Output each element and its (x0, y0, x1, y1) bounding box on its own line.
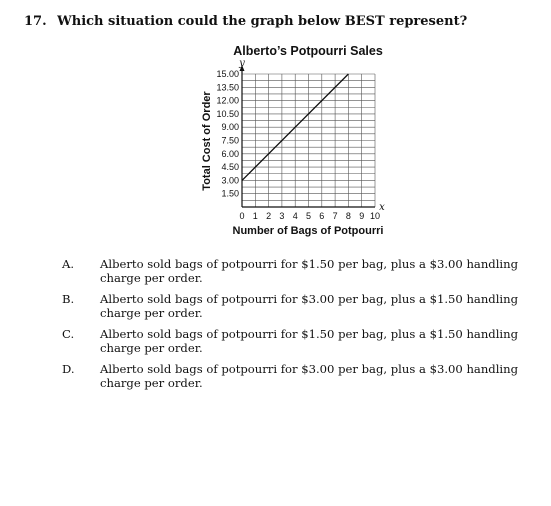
choice-text: Alberto sold bags of potpourri for $1.50 per bag, plus a $3.00 handling charge per order. (100, 257, 519, 285)
choice-text: Alberto sold bags of potpourri for $3.00 per bag, plus a $1.50 handling charge per order. (100, 292, 519, 320)
x-tick-label: 6 (319, 211, 325, 221)
choice-letter: C. (62, 327, 75, 341)
question-text: Which situation could the graph below BEST represent? (57, 14, 468, 29)
y-axis-variable: y (239, 58, 245, 69)
question-number: 17. (24, 14, 47, 29)
choice-text: Alberto sold bags of potpourri for $3.00 per bag, plus a $3.00 handling charge per order. (100, 362, 519, 390)
y-axis-title: Total Cost of Order (201, 91, 213, 191)
choice-letter: B. (62, 292, 75, 306)
x-tick-label: 1 (252, 211, 258, 221)
answer-choices (62, 257, 532, 397)
chart-grid (242, 74, 375, 207)
x-tick-label: 5 (305, 211, 312, 221)
y-tick-label: 15.00 (216, 69, 239, 79)
x-tick-label: 2 (266, 211, 272, 221)
y-tick-label: 13.50 (216, 82, 239, 93)
choice-letter: A. (62, 257, 75, 271)
choice-c[interactable] (62, 327, 532, 355)
y-tick-label: 7.50 (221, 135, 239, 146)
line-chart (190, 40, 400, 240)
y-tick-label: 12.00 (216, 95, 239, 106)
x-tick-label: 0 (239, 211, 245, 221)
choice-letter: D. (62, 362, 75, 376)
y-tick-label: 3.00 (221, 175, 239, 186)
question-prompt (24, 14, 467, 29)
choice-b[interactable] (62, 292, 532, 320)
x-tick-label: 4 (292, 211, 298, 221)
x-tick-label: 10 (369, 211, 381, 221)
y-tick-label: 6.00 (221, 148, 239, 159)
x-tick-label: 9 (359, 211, 365, 221)
y-tick-label: 9.00 (221, 122, 239, 133)
choice-text: Alberto sold bags of potpourri for $1.50 per bag, plus a $1.50 handling charge per order. (100, 327, 519, 355)
x-tick-label: 3 (279, 211, 285, 221)
y-tick-label: 4.50 (221, 162, 239, 173)
x-axis-title: Number of Bags of Potpourri (232, 225, 384, 237)
chart-ticks (216, 69, 380, 221)
y-tick-label: 10.50 (216, 108, 239, 119)
x-tick-label: 7 (332, 211, 338, 221)
chart-axes (240, 65, 376, 207)
choice-a[interactable] (62, 257, 532, 285)
choice-d[interactable] (62, 362, 532, 390)
chart-title: Alberto’s Potpourri Sales (233, 44, 383, 58)
x-tick-label: 8 (345, 211, 351, 221)
y-tick-label: 1.50 (221, 188, 239, 199)
x-axis-variable: x (379, 202, 385, 213)
